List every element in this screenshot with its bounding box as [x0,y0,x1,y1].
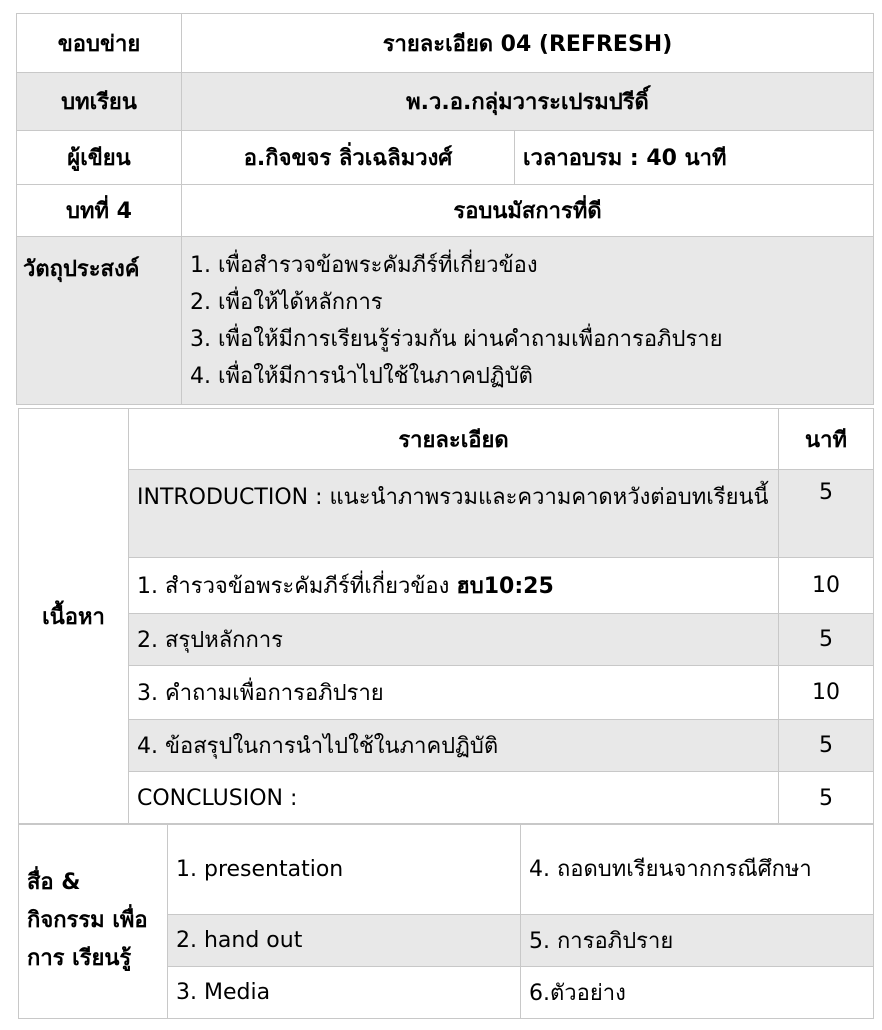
media-item: 5. การอภิปราย [521,915,874,967]
chapter-value: รอบนมัสการที่ดี [182,185,874,237]
content-row-minutes: 10 [779,666,874,720]
content-row-detail: 2. สรุปหลักการ [129,614,779,666]
media-item: 1. presentation [168,824,521,915]
lesson-label: บทเรียน [17,73,182,131]
objectives-list [182,237,874,405]
media-item: 2. hand out [168,915,521,967]
unit-label: ขอบข่าย [17,14,182,73]
media-item: 6.ตัวอย่าง [521,967,874,1019]
objective-item: 3. เพื่อให้มีการเรียนรู้ร่วมกัน ผ่านคำถามเพื่อการอภิปราย [190,327,723,352]
chapter-label: บทที่ 4 [17,185,182,237]
objectives-label: วัตถุประสงค์ [17,237,182,405]
author-label: ผู้เขียน [17,131,182,185]
column-header-minutes: นาที [779,409,874,470]
lesson-header-table [16,13,874,405]
content-row-minutes: 5 [779,614,874,666]
media-item: 3. Media [168,967,521,1019]
lesson-value: พ.ว.อ.กลุ่มวาระเปรมปรีดิ์ [182,73,874,131]
scripture-reference: ฮบ10:25 [456,574,554,599]
content-row-detail: 3. คำถามเพื่อการอภิปราย [129,666,779,720]
column-header-detail: รายละเอียด [129,409,779,470]
content-row-minutes: 5 [779,470,874,558]
media-item: 4. ถอดบทเรียนจากกรณีศึกษา [521,824,874,915]
content-row-text: 1. สำรวจข้อพระคัมภีร์ที่เกี่ยวข้อง [137,574,450,599]
media-table [18,823,874,1019]
objective-item: 2. เพื่อให้ได้หลักการ [190,290,383,315]
content-row-minutes: 5 [779,720,874,772]
content-row-detail [129,558,779,614]
unit-value: รายละเอียด 04 (REFRESH) [182,14,874,73]
author-value: อ.กิจขจร ลิ่วเฉลิมวงศ์ [182,131,515,185]
content-row-detail: 4. ข้อสรุปในการนำไปใช้ในภาคปฏิบัติ [129,720,779,772]
content-row-detail: CONCLUSION : [129,772,779,825]
objective-item: 1. เพื่อสำรวจข้อพระคัมภีร์ที่เกี่ยวข้อง [190,253,538,278]
media-label: สื่อ & กิจกรรม เพื่อการ เรียนรู้ [19,824,168,1019]
content-row-minutes: 10 [779,558,874,614]
content-label: เนื้อหา [19,409,129,825]
duration-value: เวลาอบรม : 40 นาที [515,131,874,185]
content-table [18,408,874,825]
objective-item: 4. เพื่อให้มีการนำไปใช้ในภาคปฏิบัติ [190,364,533,389]
content-row-minutes: 5 [779,772,874,825]
content-row-detail: INTRODUCTION : แนะนำภาพรวมและความคาดหวังต่อบทเรียนนี้ [129,470,779,558]
